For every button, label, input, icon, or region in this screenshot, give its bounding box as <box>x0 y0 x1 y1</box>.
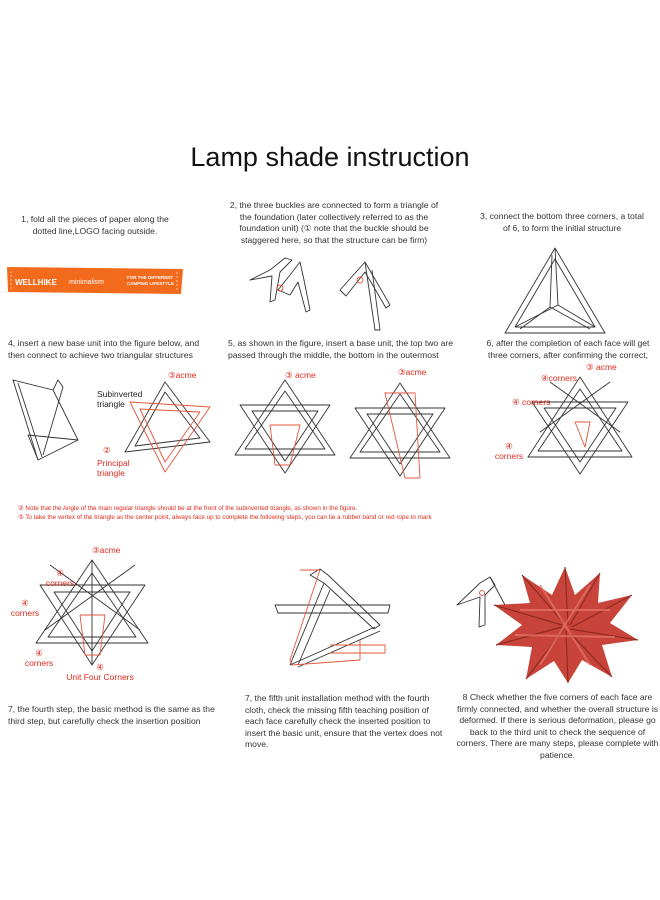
label-corners-step6-c <box>494 441 524 461</box>
unit-four-text: Unit Four Corners <box>66 672 134 682</box>
step-5-figure-left <box>230 375 340 475</box>
step-7-left-text: 7, the fourth step, the basic method is the same as the third step, but carefully check the insertion position <box>8 704 215 726</box>
note-2: ② Note that the Angle of the main regular triangle should be at the front of the subinverted triangle, as shown in the figure. <box>18 505 358 512</box>
mark-4: ④ <box>56 568 64 578</box>
corners-text: corners <box>548 373 577 383</box>
mark-4: ④ <box>96 662 104 672</box>
step-8-finished-lamp <box>490 565 640 685</box>
label-acme-step6 <box>586 362 617 372</box>
mark-3: ③ <box>92 545 100 555</box>
acme-text: acme <box>405 367 427 377</box>
note-3: ③ To take the vertex of the triangle as the center point, always face up to complete the following steps, you can tie a rubber band or red rope to mark <box>18 514 432 521</box>
corners-text: corners <box>522 397 551 407</box>
step-2-text: 2, the three buckles are connected to form a triangle of the foundation (later collectively referred to as the foundation unit) (① note that the buckle should be staggered here, so that the structure can be firm) <box>229 200 439 245</box>
label-acme-step7 <box>92 545 120 555</box>
label-corners-step6-b <box>512 397 550 407</box>
mark-3: ③ <box>586 362 594 372</box>
label-corners-step7-b <box>10 598 40 618</box>
label-corners-step7-c <box>22 648 56 668</box>
step-6-figure <box>520 372 640 477</box>
acme-text: acme <box>99 545 121 555</box>
strip-tag-1: FOR THE DIFFERENT <box>127 275 174 280</box>
mark-4: ④ <box>21 598 29 608</box>
mark-4: ④ <box>505 441 513 451</box>
mark-4: ④ <box>541 373 549 383</box>
step-4-figure-left <box>8 375 98 470</box>
mark-3: ③ <box>398 367 406 377</box>
label-principal-triangle: Principal triangle <box>97 458 130 478</box>
step-5-text: 5, as shown in the figure, insert a base unit, the top two are passed through the middle, the bottom in the outermost <box>228 338 454 360</box>
acme-text: acme <box>596 362 617 372</box>
mark-4: ④ <box>512 397 520 407</box>
step-7-middle-text: 7, the fifth unit installation method with the fourth cloth, check the missing fifth teaching position of each face carefully check the inserted position to insert the basic unit, ensure that the vertex does not move. <box>245 693 443 749</box>
mark-3: ③ <box>168 370 176 380</box>
step-2-figure <box>240 250 410 340</box>
step-5-figure-right <box>345 378 455 483</box>
step-6-text: 6, after the completion of each face will get three corners, after confirming the correct, <box>486 338 650 360</box>
mark-3: ③ <box>285 370 293 380</box>
step-1-text: 1, fold all the pieces of paper along the dotted line,LOGO facing outside. <box>21 214 169 236</box>
step-4-text: 4, insert a new base unit into the figure below, and then connect to achieve two triangular structures <box>8 338 200 360</box>
corners-text: corners <box>45 578 75 588</box>
step-3-text: 3, connect the bottom three corners, a total of 6, to form the initial structure <box>480 211 644 233</box>
corners-text: corners <box>24 658 54 668</box>
strip-tag-2: CAMPING LIFESTYLE <box>127 281 174 286</box>
label-corners-step7-a <box>45 568 75 588</box>
strip-word: minimalism <box>69 279 104 286</box>
label-subinverted-triangle: Subinverted triangle <box>97 389 143 409</box>
step-7-figure-middle <box>270 565 400 675</box>
logo-strip-figure <box>5 263 185 297</box>
strip-brand: WELLHIKE <box>15 278 57 287</box>
label-acme-step4 <box>168 370 196 380</box>
label-acme-step5-right <box>398 367 426 377</box>
strip-tagline <box>127 275 174 287</box>
mark-2-step4: ② <box>103 445 111 455</box>
mark-4: ④ <box>35 648 43 658</box>
page-title: Lamp shade instruction <box>190 142 470 172</box>
acme-text: acme <box>295 370 316 380</box>
label-acme-step5-left <box>285 370 316 380</box>
corners-text: corners <box>10 608 40 618</box>
step-3-figure <box>500 245 610 340</box>
acme-text: acme <box>175 370 197 380</box>
corners-text: corners <box>494 451 524 461</box>
label-corners-step6-a <box>541 373 577 383</box>
step-8-text: 8 Check whether the five corners of each face are firmly connected, and whether the overall structure is deformed. If there is serious deformation, please go back to the third unit to check the sequence of corners. There are many steps, please complete with patience. <box>456 692 659 760</box>
label-unit-four-corners <box>60 662 140 682</box>
